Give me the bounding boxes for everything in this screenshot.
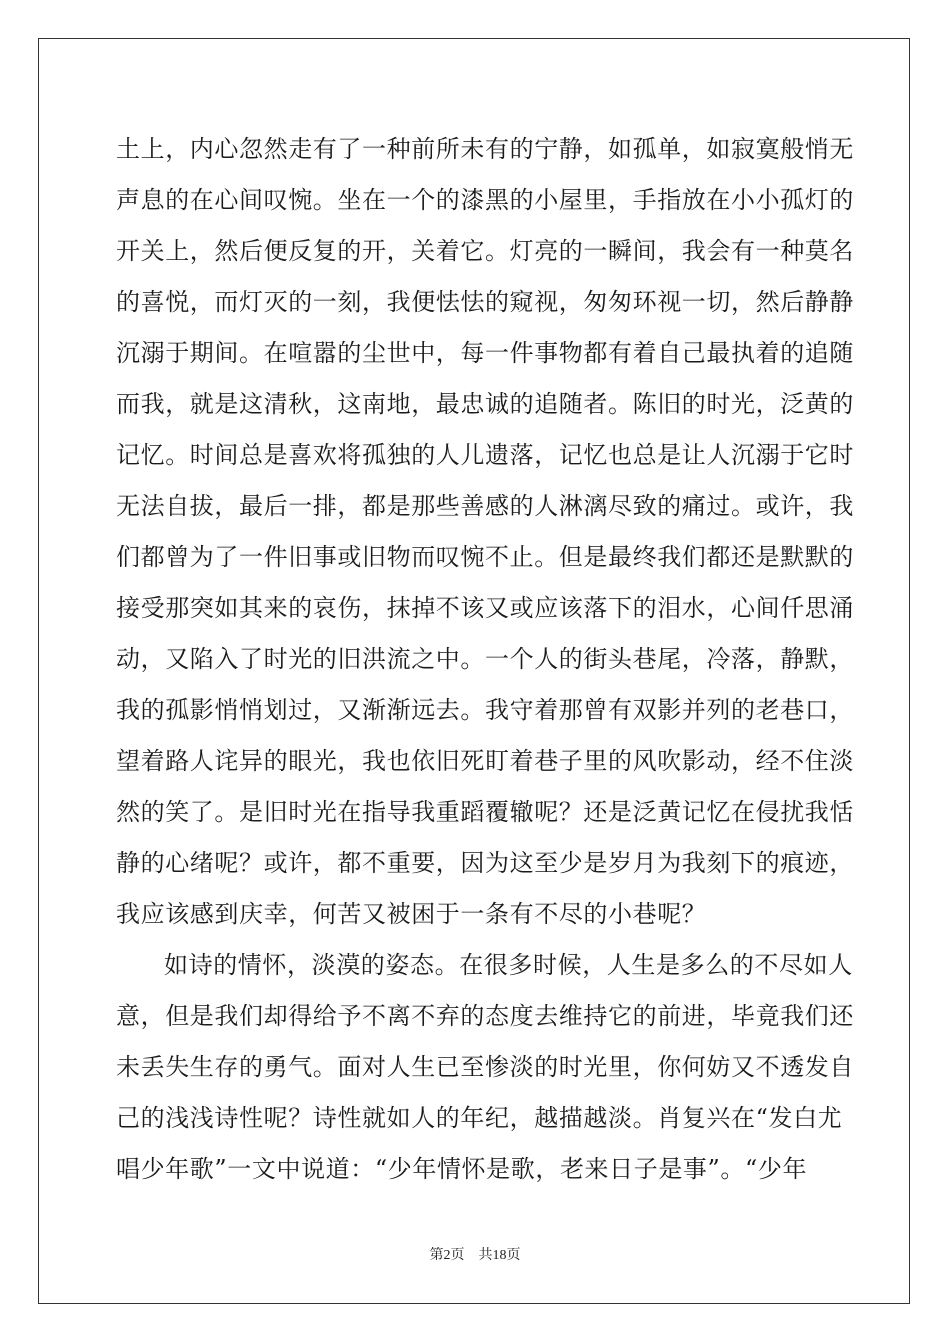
text-line: 意，但是我们却得给予不离不弃的态度去维持它的前进，毕竟我们还 xyxy=(116,1002,854,1030)
text-line: 望着路人诧异的眼光，我也依旧死盯着巷子里的风吹影动，经不住淡 xyxy=(116,747,854,775)
text-line: 而我，就是这清秋，这南地，最忠诚的追随者。陈旧的时光，泛黄的 xyxy=(116,390,854,418)
text-line: 己的浅浅诗性呢？诗性就如人的年纪，越描越淡。肖复兴在“发白尤 xyxy=(116,1104,843,1132)
page-number: 第2页 xyxy=(429,1248,465,1263)
text-line: 记忆。时间总是喜欢将孤独的人儿遗落，记忆也总是让人沉溺于它时 xyxy=(116,441,854,469)
text-line: 然的笑了。是旧时光在指导我重蹈覆辙呢？还是泛黄记忆在侵扰我恬 xyxy=(116,798,854,826)
page-total: 共18页 xyxy=(478,1248,521,1263)
page-footer xyxy=(0,1244,950,1264)
document-body xyxy=(116,124,854,1195)
text-line: 的喜悦，而灯灭的一刻，我便怯怯的窥视，匆匆环视一切，然后静静 xyxy=(116,288,854,316)
text-line: 土上，内心忽然走有了一种前所未有的宁静，如孤单，如寂寞般悄无 xyxy=(116,135,854,163)
text-line: 开关上，然后便反复的开，关着它。灯亮的一瞬间，我会有一种莫名 xyxy=(116,237,854,265)
text-line: 沉溺于期间。在喧嚣的尘世中，每一件事物都有着自己最执着的追随 xyxy=(116,339,854,367)
text-line: 动，又陷入了时光的旧洪流之中。一个人的街头巷尾，冷落，静默， xyxy=(116,645,854,673)
text-line: 我应该感到庆幸，何苦又被困于一条有不尽的小巷呢？ xyxy=(116,900,707,928)
text-line: 静的心绪呢？或许，都不重要，因为这至少是岁月为我刻下的痕迹， xyxy=(116,849,854,877)
text-line: 唱少年歌”一文中说道：“少年情怀是歌，老来日子是事”。“少年 xyxy=(116,1155,808,1183)
text-line: 接受那突如其来的哀伤，抹掉不该又或应该落下的泪水，心间仟思涌 xyxy=(116,594,854,622)
text-line: 无法自拔，最后一排，都是那些善感的人淋漓尽致的痛过。或许，我 xyxy=(116,492,854,520)
text-line: 未丢失生存的勇气。面对人生已至惨淡的时光里，你何妨又不透发自 xyxy=(116,1053,854,1081)
paragraph-start-line: 如诗的情怀，淡漠的姿态。在很多时候，人生是多么的不尽如人 xyxy=(164,951,853,979)
text-line: 我的孤影悄悄划过，又渐渐远去。我守着那曾有双影并列的老巷口， xyxy=(116,696,854,724)
text-line: 声息的在心间叹惋。坐在一个的漆黑的小屋里，手指放在小小孤灯的 xyxy=(116,186,854,214)
text-line: 们都曾为了一件旧事或旧物而叹惋不止。但是最终我们都还是默默的 xyxy=(116,543,854,571)
